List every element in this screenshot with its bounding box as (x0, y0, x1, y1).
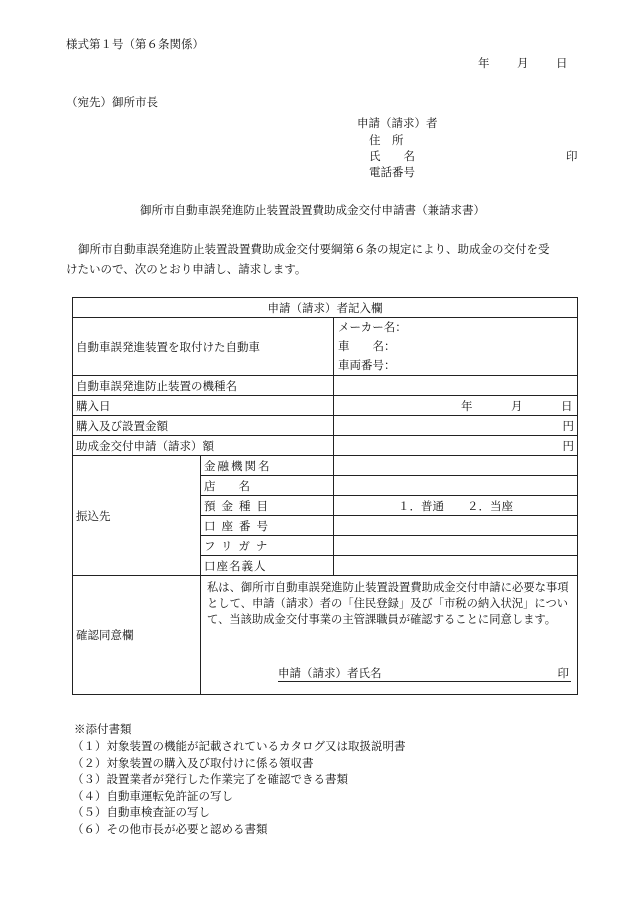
applicant-address-label: 住 所 (369, 133, 404, 147)
application-table (72, 297, 578, 695)
transfer-label: 振込先 (73, 456, 201, 576)
account-holder-field[interactable] (334, 556, 578, 576)
document-title: 御所市自動車誤発進防止装置設置費助成金交付申請書（兼請求書） (140, 203, 485, 217)
attachment-item-5: （５）自動車検査証の写し (72, 805, 210, 819)
applicant-seal: 印 (566, 149, 578, 163)
applicant-name-label: 氏 名 (369, 149, 415, 163)
maker-field[interactable]: メーカー名： (338, 320, 407, 334)
car-type-field[interactable]: 車 名： (338, 339, 396, 353)
purchase-year: 年 (461, 399, 473, 413)
intro-line-1: 御所市自動車誤発進防止装置設置費助成金交付要綱第６条の規定により、助成金の交付を受 (78, 242, 550, 256)
account-holder-label: 口座名義人 (201, 556, 334, 576)
deposit-type-options[interactable]: １．普通 ２．当座 (334, 496, 578, 516)
consent-cell (201, 576, 578, 695)
bank-name-label: 金融機関名 (201, 456, 334, 476)
car-details-cell (334, 318, 578, 376)
purchase-date-field[interactable] (334, 396, 578, 416)
device-model-field[interactable] (334, 376, 578, 396)
branch-label: 店 名 (201, 476, 334, 496)
table-header: 申請（請求）者記入欄 (73, 298, 578, 318)
deposit-type-label: 預金種目 (201, 496, 334, 516)
form-number: 様式第１号（第６条関係） (66, 37, 204, 51)
addressee: （宛先）御所市長 (66, 95, 158, 109)
attachment-item-2: （２）対象装置の購入及び取付けに係る領収書 (72, 756, 314, 770)
device-model-label: 自動車誤発進防止装置の機種名 (73, 376, 334, 396)
signature-label: 申請（請求）者氏名 (278, 666, 382, 680)
purchase-day: 日 (561, 399, 573, 413)
account-number-field[interactable] (334, 516, 578, 536)
consent-text: 私は、御所市自動車誤発進防止装置設置費助成金交付申請に必要な事項として、申請（請求）者の「住民登録」及び「市税の納入状況」について、当該助成金交付事業の主管課職員が確認することに同意します。 (207, 581, 569, 626)
purchase-month: 月 (511, 399, 523, 413)
car-label: 自動車誤発進装置を取付けた自動車 (73, 318, 334, 376)
purchase-amount-yen: 円 (562, 418, 575, 433)
date-month: 月 (517, 56, 529, 70)
bank-name-field[interactable] (334, 456, 578, 476)
purchase-date-label: 購入日 (73, 396, 334, 416)
car-number-field[interactable]: 車両番号： (338, 358, 396, 372)
attachments-heading: ※添付書類 (74, 722, 132, 736)
signature-seal: 印 (557, 666, 570, 680)
account-number-label: 口座番号 (201, 516, 334, 536)
signature-line[interactable] (278, 666, 571, 682)
consent-label: 確認同意欄 (73, 576, 201, 695)
purchase-amount-field[interactable] (334, 416, 578, 436)
attachment-item-4: （４）自動車運転免許証の写し (72, 789, 233, 803)
applicant-heading: 申請（請求）者 (357, 116, 438, 130)
applicant-phone-label: 電話番号 (369, 165, 415, 179)
purchase-amount-label: 購入及び設置金額 (73, 416, 334, 436)
attachment-item-3: （３）設置業者が発行した作業完了を確認できる書類 (72, 772, 348, 786)
furigana-field[interactable] (334, 536, 578, 556)
branch-field[interactable] (334, 476, 578, 496)
subsidy-amount-field[interactable] (334, 436, 578, 456)
attachment-item-6: （６）その他市長が必要と認める書類 (72, 822, 268, 836)
subsidy-amount-label: 助成金交付申請（請求）額 (73, 436, 334, 456)
date-day: 日 (556, 56, 568, 70)
attachment-item-1: （１）対象装置の機能が記載されているカタログ又は取扱説明書 (72, 739, 406, 753)
intro-line-2: けたいので、次のとおり申請し、請求します。 (66, 262, 307, 276)
furigana-label: フリガナ (201, 536, 334, 556)
date-year: 年 (478, 56, 490, 70)
subsidy-amount-yen: 円 (562, 438, 575, 453)
